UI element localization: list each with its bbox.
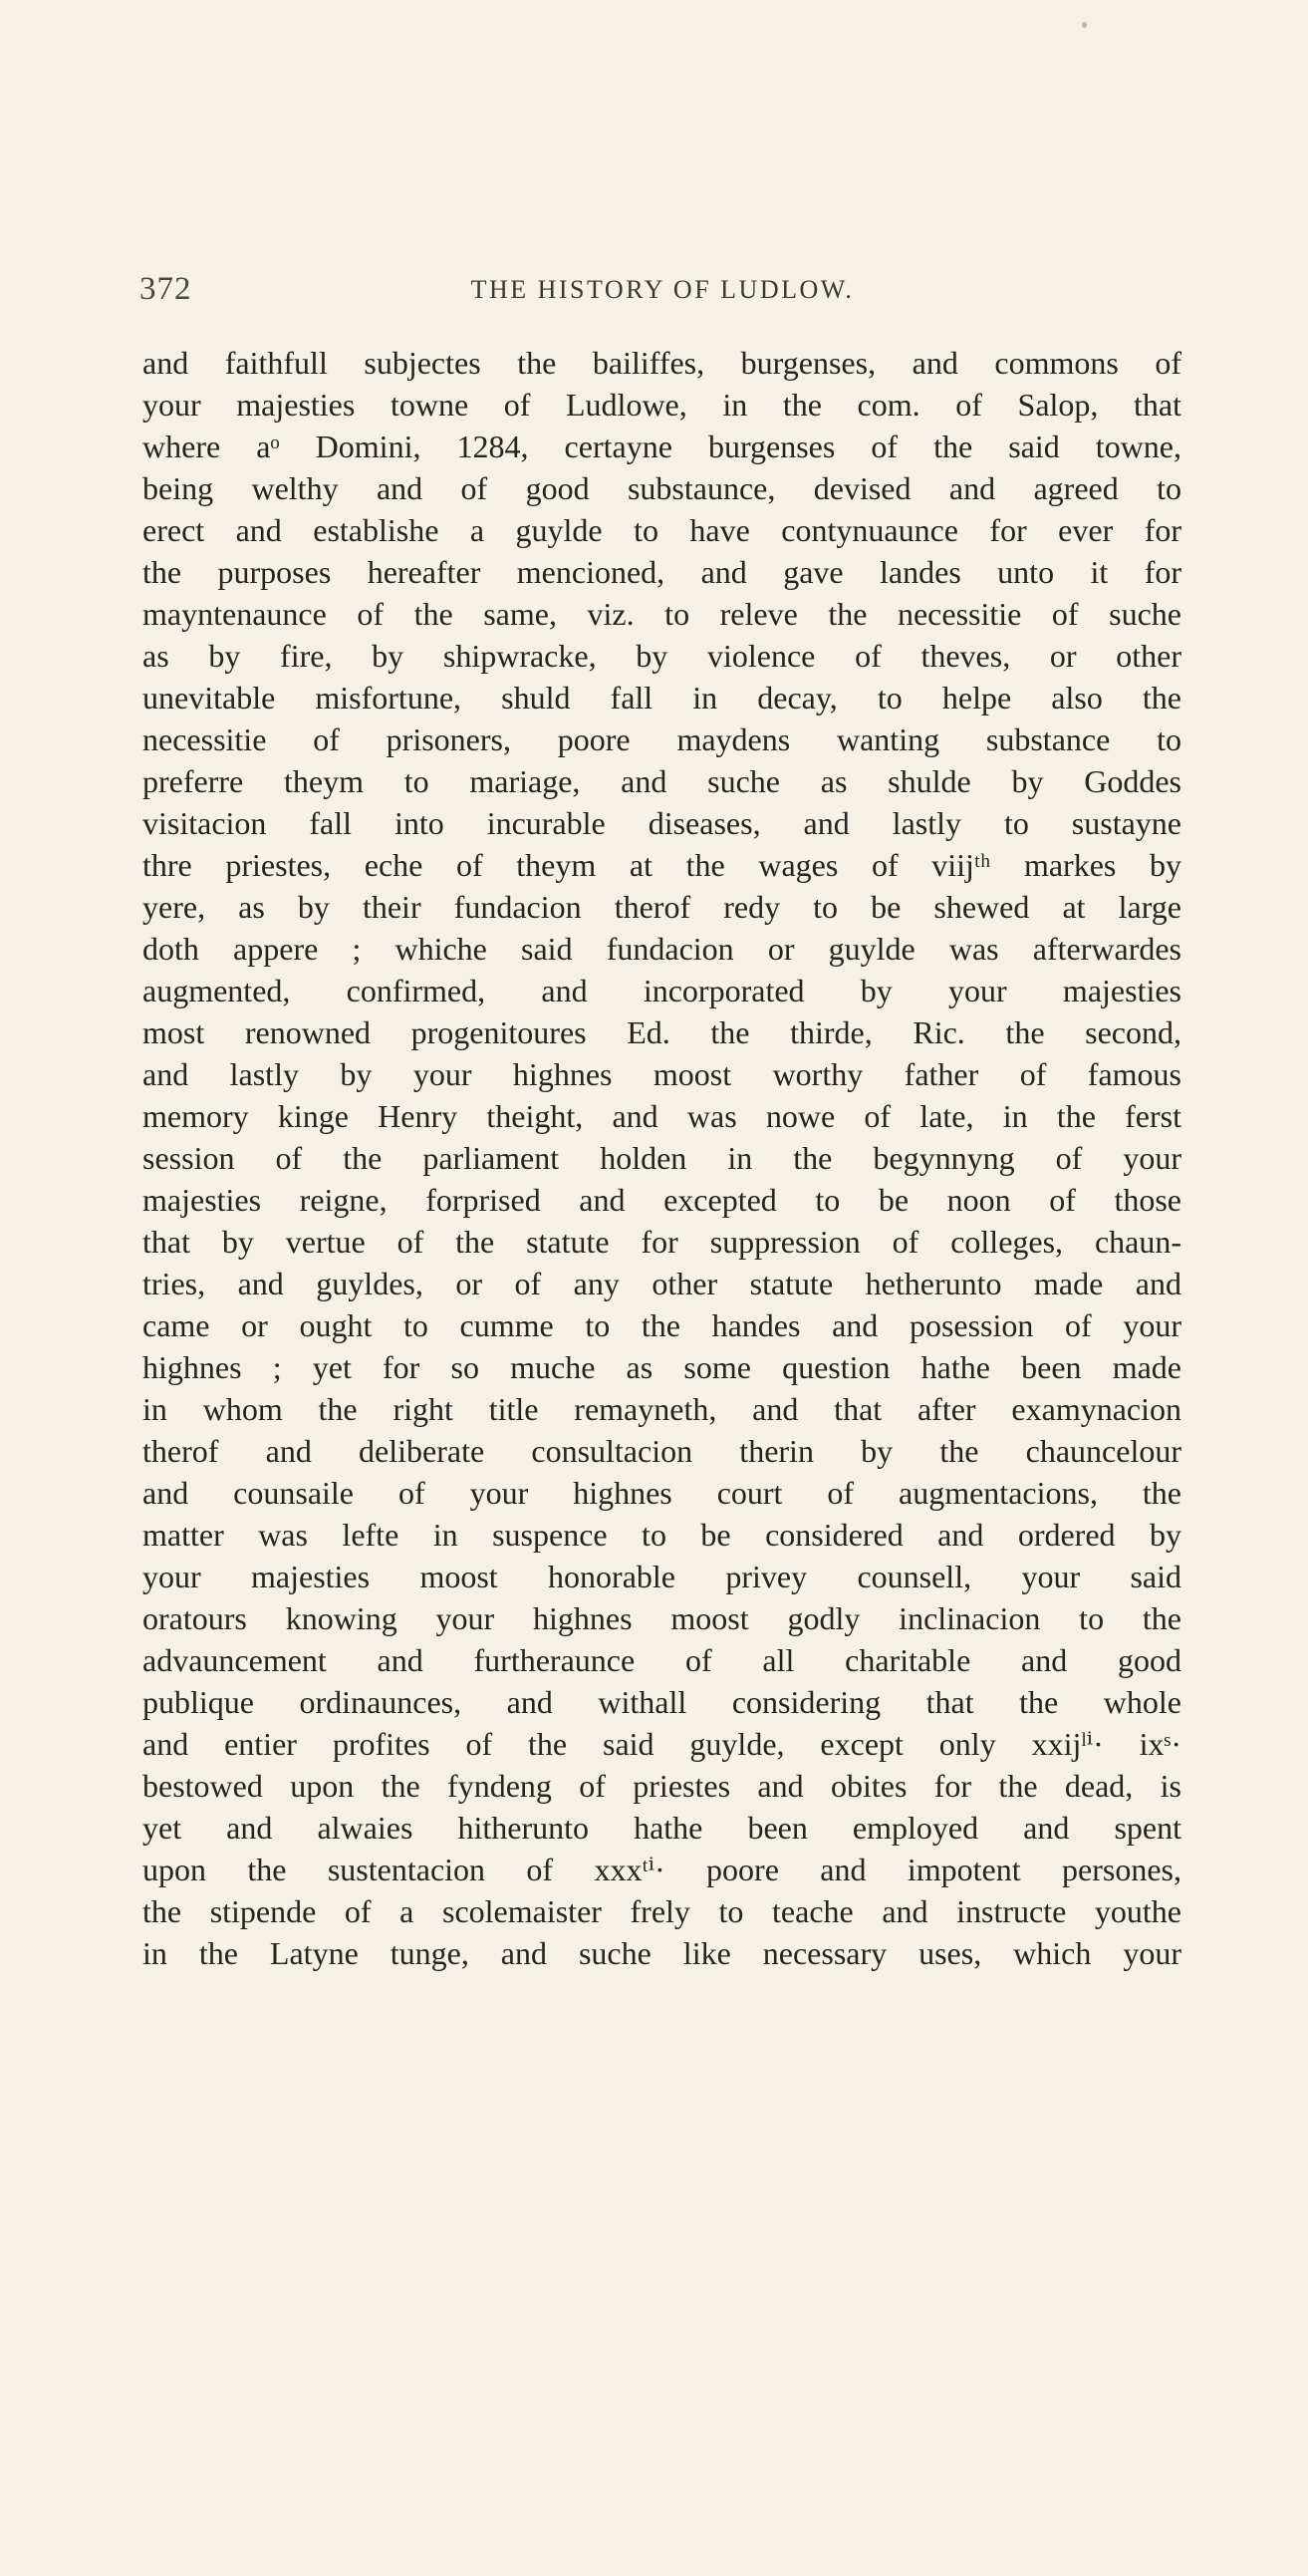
text-line: came or ought to cumme to the handes and posession of your <box>142 1307 1181 1343</box>
text-line: most renowned progenitoures Ed. the thirde, Ric. the second, <box>142 1014 1181 1050</box>
text-line: the stipende of a scolemaister frely to teache and instructe youthe <box>142 1893 1181 1929</box>
text-line: and faithfull subjectes the bailiffes, burgenses, and commons of <box>142 345 1181 381</box>
text-line: publique ordinaunces, and withall considering that the whole <box>142 1684 1181 1720</box>
text-line: erect and establishe a guylde to have contynuaunce for ever for <box>142 512 1181 548</box>
text-line: unevitable misfortune, shuld fall in decay, to helpe also the <box>142 680 1181 716</box>
text-line: doth appere ; whiche said fundacion or guylde was afterwardes <box>142 931 1181 967</box>
text-line: highnes ; yet for so muche as some question hathe been made <box>142 1349 1181 1385</box>
text-line: and entier profites of the said guylde, except only xxijˡⁱ· ixˢ· <box>142 1726 1181 1762</box>
text-line: bestowed upon the fyndeng of priestes and obites for the dead, is <box>142 1768 1181 1804</box>
text-line: memory kinge Henry theight, and was nowe of late, in the ferst <box>142 1098 1181 1134</box>
text-line: preferre theym to mariage, and suche as shulde by Goddes <box>142 763 1181 799</box>
text-line: and counsaile of your highnes court of augmentacions, the <box>142 1475 1181 1511</box>
text-line: matter was lefte in suspence to be considered and ordered by <box>142 1517 1181 1553</box>
text-line: and lastly by your highnes moost worthy father of famous <box>142 1056 1181 1092</box>
text-line: session of the parliament holden in the begynnyng of your <box>142 1140 1181 1176</box>
text-line: in whom the right title remayneth, and that after examynacion <box>142 1391 1181 1427</box>
text-line: thre priestes, eche of theym at the wages of viijᵗʰ markes by <box>142 847 1181 883</box>
body-text <box>142 342 1181 1974</box>
page-number: 372 <box>139 271 192 307</box>
page-header <box>139 271 1185 311</box>
text-line: your majesties moost honorable privey counsell, your said <box>142 1559 1181 1594</box>
text-line: where aᵒ Domini, 1284, certayne burgenses of the said towne, <box>142 429 1181 464</box>
text-line: that by vertue of the statute for suppression of colleges, chaun- <box>142 1224 1181 1260</box>
text-line: yere, as by their fundacion therof redy to be shewed at large <box>142 889 1181 925</box>
text-line: oratours knowing your highnes moost godly inclinacion to the <box>142 1600 1181 1636</box>
text-line: being welthy and of good substaunce, devised and agreed to <box>142 470 1181 506</box>
text-line: mayntenaunce of the same, viz. to releve the necessitie of suche <box>142 596 1181 632</box>
text-line: upon the sustentacion of xxxᵗⁱ· poore and impotent persones, <box>142 1852 1181 1887</box>
text-line: advauncement and furtheraunce of all charitable and good <box>142 1642 1181 1678</box>
text-line: tries, and guyldes, or of any other statute hetherunto made and <box>142 1266 1181 1301</box>
running-head: THE HISTORY OF LUDLOW. <box>470 275 855 304</box>
text-line: in the Latyne tunge, and suche like necessary uses, which your <box>142 1935 1181 1971</box>
text-line: therof and deliberate consultacion therin by the chauncelour <box>142 1433 1181 1469</box>
text-line: visitacion fall into incurable diseases, and lastly to sustayne <box>142 805 1181 841</box>
text-line: yet and alwaies hitherunto hathe been employed and spent <box>142 1810 1181 1846</box>
text-line: as by fire, by shipwracke, by violence of theves, or other <box>142 638 1181 674</box>
text-line: the purposes hereafter mencioned, and gave landes unto it for <box>142 554 1181 590</box>
text-line: your majesties towne of Ludlowe, in the com. of Salop, that <box>142 387 1181 423</box>
paper-spot <box>1082 22 1087 28</box>
text-line: majesties reigne, forprised and excepted to be noon of those <box>142 1182 1181 1218</box>
text-line: augmented, confirmed, and incorporated by your majesties <box>142 973 1181 1008</box>
text-line: necessitie of prisoners, poore maydens wanting substance to <box>142 721 1181 757</box>
